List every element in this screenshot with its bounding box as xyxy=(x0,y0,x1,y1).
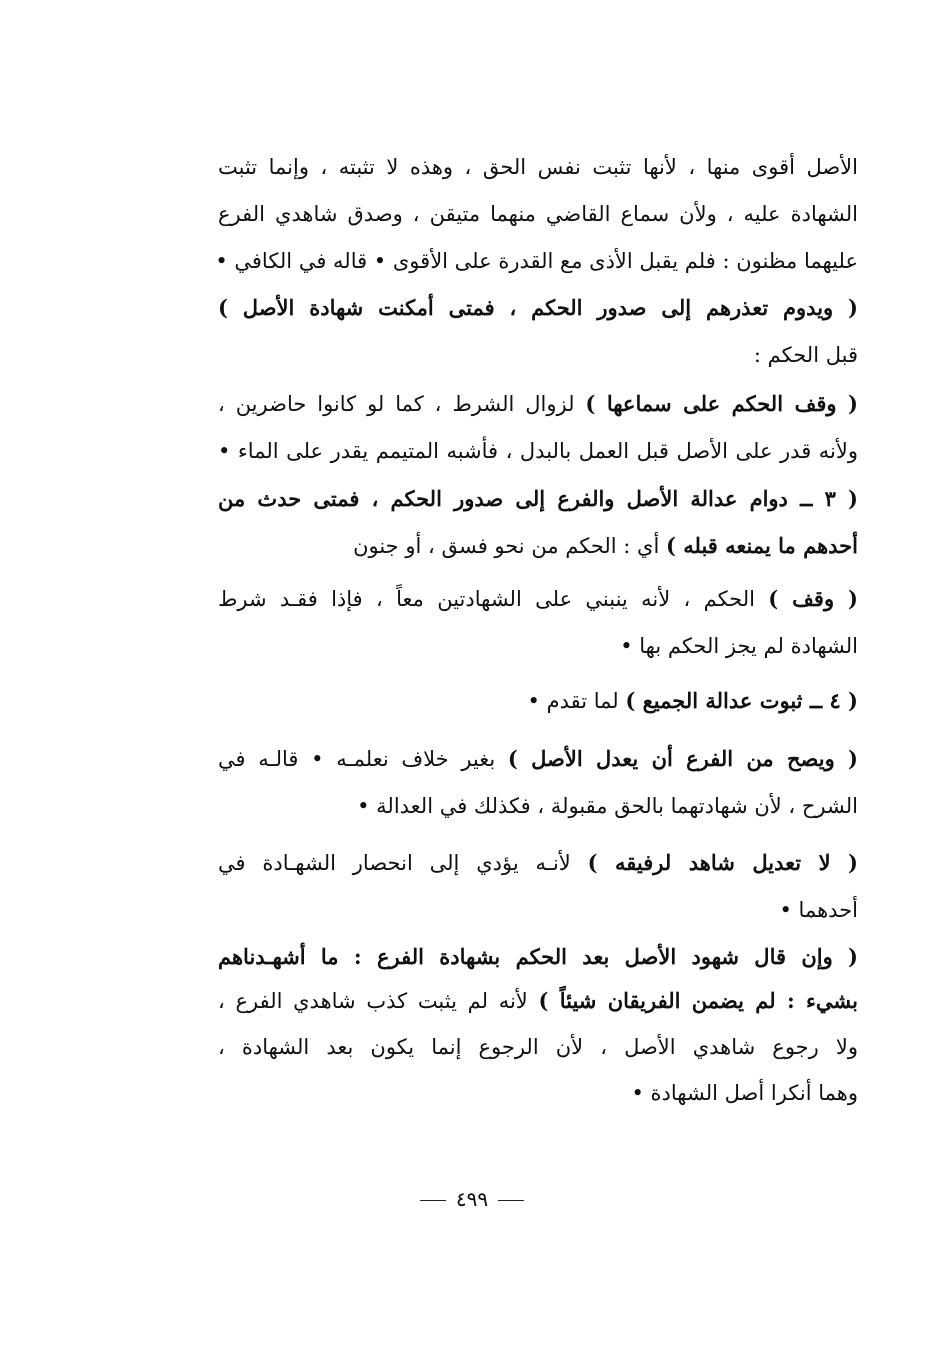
text-line-20 xyxy=(218,1076,858,1110)
matn-bold: ( ويدوم تعذرهم إلى صدور الحكم ، فمتى أمكنت شهادة الأصل ) xyxy=(218,295,858,320)
text-line-12 xyxy=(218,684,858,718)
line-text: الحكم ، لأنه ينبني على الشهادتين معاً ، فإذا فقـد شرط xyxy=(218,587,769,611)
matn-bold: ( وقف الحكم على سماعها ) xyxy=(585,391,858,416)
page-number-text: ٤٩٩ xyxy=(455,1187,489,1211)
matn-bold: ( وقف ) xyxy=(768,586,858,611)
line-text: الشهادة لم يجز الحكم بها • xyxy=(620,634,858,658)
text-line-16 xyxy=(218,893,858,927)
matn-bold: بشيء : لم يضمن الفريقان شيئاً ) xyxy=(538,988,858,1013)
text-line-13 xyxy=(218,742,858,776)
text-line-1 xyxy=(218,150,858,184)
matn-bold: ( ٣ ــ دوام عدالة الأصل والفرع إلى صدور الحكم ، فمتى حدث من xyxy=(218,486,858,511)
line-text: لأنـه يؤدي إلى انحصار الشهـادة في xyxy=(218,851,588,875)
text-line-6 xyxy=(218,387,858,421)
matn-bold: ( وإن قال شهود الأصل بعد الحكم بشهادة الفرع : ما أشهـدناهم xyxy=(218,944,858,969)
text-line-4 xyxy=(218,291,858,325)
line-text: لزوال الشرط ، كما لو كانوا حاضرين ، xyxy=(218,392,586,416)
text-line-18 xyxy=(218,984,858,1018)
matn-bold: ( ٤ ــ ثبوت عدالة الجميع ) xyxy=(625,688,858,713)
page-number-dash xyxy=(498,1200,524,1201)
line-text: الشهادة عليه ، ولأن سماع القاضي منهما متيقن ، وصدق شاهدي الفرع xyxy=(218,202,858,226)
text-line-19 xyxy=(218,1030,858,1064)
text-line-8 xyxy=(218,482,858,516)
matn-bold: أحدهم ما يمنعه قبله ) xyxy=(665,533,858,558)
line-text: لأنه لم يثبت كذب شاهدي الفرع ، xyxy=(218,989,539,1013)
text-line-3 xyxy=(215,244,858,278)
text-line-17 xyxy=(218,940,858,974)
page-number xyxy=(0,1184,944,1214)
matn-bold: ( ويصح من الفرع أن يعدل الأصل ) xyxy=(507,746,858,771)
line-text: قبل الحكم : xyxy=(753,343,858,367)
line-text: ولا رجوع شاهدي الأصل ، لأن الرجوع إنما يكون بعد الشهادة ، xyxy=(218,1035,858,1059)
line-text: الأصل أقوى منها ، لأنها تثبت نفس الحق ، وهذه لا تثبته ، وإنما تثبت xyxy=(218,155,858,179)
text-line-5 xyxy=(218,338,858,372)
text-line-15 xyxy=(218,846,858,880)
text-line-2 xyxy=(218,197,858,231)
line-text: وهما أنكرا أصل الشهادة • xyxy=(631,1081,858,1105)
text-line-9 xyxy=(218,529,858,563)
line-text: بغير خلاف نعلمـه • قالـه في xyxy=(218,747,508,771)
line-text: لما تقدم • xyxy=(527,689,626,713)
text-line-14 xyxy=(218,789,858,823)
text-line-11 xyxy=(218,629,858,663)
matn-bold: ( لا تعديل شاهد لرفيقه ) xyxy=(587,850,858,875)
line-text: عليهما مظنون : فلم يقبل الأذى مع القدرة على الأقوى • قاله في الكافي • xyxy=(215,249,858,273)
page-number-dash xyxy=(420,1200,446,1201)
text-line-7 xyxy=(218,434,858,468)
line-text: أي : الحكم من نحو فسق ، أو جنون xyxy=(353,534,666,558)
line-text: الشرح ، لأن شهادتهما بالحق مقبولة ، فكذلك في العدالة • xyxy=(357,794,858,818)
line-text: أحدهما • xyxy=(779,898,858,922)
text-line-10 xyxy=(218,582,858,616)
line-text: ولأنه قدر على الأصل قبل العمل بالبدل ، فأشبه المتيمم يقدر على الماء • xyxy=(218,439,858,463)
